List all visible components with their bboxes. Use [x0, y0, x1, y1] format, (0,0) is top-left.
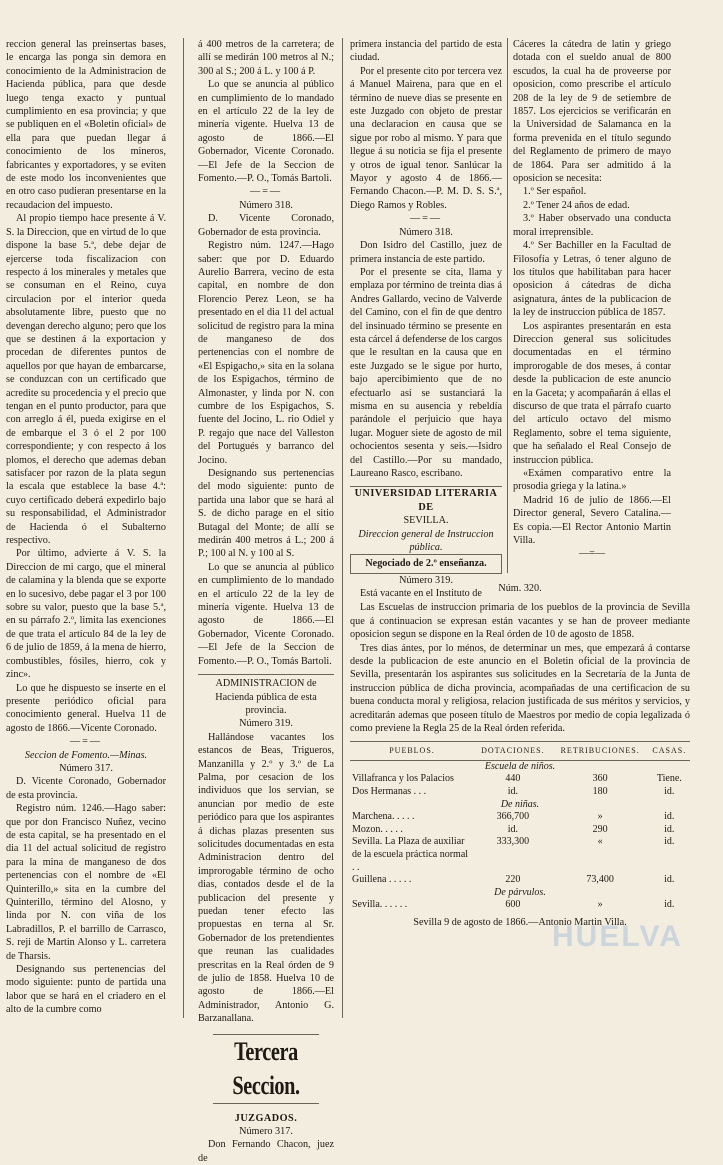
notice-number: Núm. 320.: [498, 583, 542, 594]
text-block: Al propio tiempo hace presente á V. S. la Direccion, que en virtud de lo que dispone la base 5.ª, debe dejar de ejercerse toda fiscalizacion con respecto á los minerales y metales que se consuman en el Reino, cuya circulacion por el interior queda absolutamente libre, puesto que no devengan derecho alguno; pero que los que se destinen á la exportacion y procedan de diferentes puntos de aquellos por que hayan de embarcarse, se conduzcan con un certificado que acredite su procedencia y el precio que tengan en el punto productor, para que con arreglo á él, pueda exigirse en el de embarque el 3 ó el 2 por 100 correspondiente; y con respecto á los plomos, el derecho que ademas deban satisfacer por razon de la plata segun la escala que establece la base 4.ª: cuyo certificado deberá expedirlo bajo su responsabilidad, el Administrador de Hacienda ó el Subalterno respectivo.: [6, 213, 166, 547]
table-header: CASAS.: [649, 742, 690, 760]
table-row: Marchena. . . . . 366,700 » id.: [352, 811, 675, 823]
text-block: Hallándose vacantes los estancos de Beas, Trigueros, Manzanilla y 2.º y 3.º de La Palma, por cesacion de los individuos que los servian, se anuncian por medio de este periódico para que los aspirantes á dichas plazas presenten sus solicitudes documentadas en esta Administracion dentro del improrogable término de ocho dias, contados desde el de la publicacion del presente y puedan tener efecto las propuestas en terna al Sr. Gobernador de los pretendientes que reunan las cualidades prescritas en la Real órden de 9 de julio de 1858. Huelva 10 de agosto de 1866.—El Administrador, Antonio G. Barzanallana.: [198, 731, 334, 1025]
notice-number: Número 319.: [239, 718, 293, 730]
section-heading: Negociado de 2.º enseñanza.: [350, 554, 502, 573]
official-line: D. Vicente Coronado, Gobernador de esta provincia.: [198, 213, 334, 238]
text-block: Designando sus pertenencias del modo siguiente: punto de partida una labor que se hará al S. de dicho parage en el sitio Butagal del Monte; de allí se medirán 400 metros á L.; 200 á P.; 100 al N. y 100 al S.: [198, 468, 334, 560]
table-row: Villafranca y los Palacios 440 360 Tiene.: [352, 773, 682, 785]
notice-number: Número 318.: [399, 226, 453, 238]
text-block: Designando sus pertenencias del modo siguiente: punto de partida una labor que se hará en el criadero en el alto de la cumbre como: [6, 964, 166, 1016]
text-block: Registro núm. 1246.—Hago saber: que por don Francisco Nuñez, vecino de esta capital, se ha presentado en el dia 11 del actual solicitud de registro para la mina de manganeso de dos pertenencias con el nombre de «El Quinterillo,» sita en la cumbre del Quinterillo, término del Alosno, y linda por N. con viña de los Labradillos, P. el barrillo de Carrasco, S. reji de Martin Alonso y L. carretera de Tharsis.: [6, 803, 166, 962]
text-block: Lo que he dispuesto se inserte en el presente periódico oficial para conocimiento general. Huelva 11 de agosto de 1866.—Vicente Coronado.: [6, 682, 166, 734]
separator: —=—: [578, 548, 606, 560]
text-block: Está vacante en el Instituto de: [360, 588, 482, 600]
list-item: 2.º Tener 24 años de edad.: [523, 199, 630, 211]
column-3: primera instancia del partido de esta ciudad. Por el presente cito por tercera vez á Manuel Mairena, para que en el término de nueve dias se presente en este Juzgado con objeto de prestar una declaracion en causa que se sigue por robo al mismo. Y para que llegue á su noticia se fija el presente y otros de igual tenor. Sanlúcar la Mayor y agosto 4 de 1866.—Fernando Chacon.—P. M. D. S. S.ª, Diego Ramos y Robles. —=— Número 318. Don Isidro del Castillo, juez de primera instancia de este partido. Por el presente se cita, llama y emplaza por término de treinta dias á Andres Gallardo, vecino de Valverde del Camino, con el fin de que dentro del insinuado término se presente en esta cárcel á defenderse de los cargos que le resultan en la causa que en este Juzgado se le sigue por hurto, bajo apercibimiento que de no efectuarlo así se sustanciará la misma en su ausencia y rebeldía parándole el perjuicio que haya lugar. Moguer siete de agosto de mil ochocientos sesenta y seis.—Isidro del Castillo.—Por su mandado, Laureano Rasco, escribano. UNIVERSIDAD LITERARIA DE SEVILLA. Direccion general de Instruccion pública. Negociado de 2.º enseñanza. Número 319. Está vacante en el Instituto de: [350, 39, 502, 600]
text-block: Registro núm. 1247.—Hago saber: que por D. Eduardo Aurelio Barrera, vecino de esta capital, en nombre de don Florencio Perez Leon, se ha presentado en el dia 11 del actual solicitud de registro para la mina de manganeso de dos pertenencias con el nombre de «El Espigacho,» sita en la solana de los Espigachos, término de Almonaster, y linda por N. con cumbre de los Espigachos, S. fuente del Jocino, L. rio Odiel y P. regajo que nace del Valleston del Portugués y barranco del Jocino.: [198, 240, 334, 466]
table-row: Mozon. . . . . id. 290 id.: [352, 823, 675, 835]
text-block: Por el presente se cita, llama y emplaza por término de treinta dias á Andres Gallardo, vecino de Valverde del Camino, con el fin de que dentro del insinuado término se presente en esta cárcel á defenderse de los cargos que le resultan en la causa que en este Juzgado se le sigue por hurto, bajo apercibimiento que de no efectuarlo así se sustanciará la misma en su ausencia y rebeldía parándole el perjuicio que haya lugar. Moguer siete de agosto de mil ochocientos sesenta y seis.—Isidro del Castillo.—Por su mandado, Laureano Rasco, escribano.: [350, 266, 502, 479]
table-row: Sevilla. . . . . . 600 » id.: [352, 899, 675, 911]
list-item: 3.º Haber observado una conducta moral irreprensible.: [513, 213, 671, 238]
text-block: Tres dias ántes, por lo ménos, de determinar un mes, que empezará á contarse desde la publicacion de este anuncio en el Boletin oficial de la provincia de Sevilla, presentarán los aspirantes sus solicitudes en la Secretaría de la Junta de instruccion pública de dicha provincia, acompañadas de una certificacion de su buena conducta moral y religiosa, relacion justificada de sus méritos y servicios, y acreditarán ademas que poseen título de Maestros por medio de copia legalizada ó como previene la Regla 25 de la Real órden referida.: [350, 642, 690, 735]
text-block: Cáceres la cátedra de latin y griego dotada con el sueldo anual de 800 escudos, la cual ha de proveerse por oposicion, como prescribe el artículo 208 de la ley de 9 de setiembre de 1857. Los ejercicios se verificarán en la Universidad de Salamanca en la forma prevenida en el título segundo del Reglamento de primero de mayo de 1864. Para ser admitido á la oposicion se necesita:: [513, 39, 671, 185]
text-block: Por el presente cito por tercera vez á Manuel Mairena, para que en el término de nueve dias se presente en este Juzgado con objeto de prestar una declaracion en causa que se sigue por robo al mismo. Y para que llegue á su noticia se fija el presente y otros de igual tenor. Sanlúcar la Mayor y agosto 4 de 1866.—Fernando Chacon.—P. M. D. S. S.ª, Diego Ramos y Robles.: [350, 65, 502, 211]
table-row: Guillena . . . . . 220 73,400 id.: [352, 874, 675, 886]
notice-320: [350, 582, 690, 929]
section-heading: JUZGADOS.: [234, 1112, 298, 1124]
text-block: Madrid 16 de julio de 1866.—El Director general, Severo Catalina.—Es copia.—El Rector Antonio Martin Villa.: [513, 494, 671, 547]
notice-number: Número 317.: [59, 762, 113, 774]
notice-number: Número 319.: [399, 574, 453, 586]
watermark: HUELVA: [552, 920, 683, 953]
list-item: 1.º Ser español.: [523, 186, 587, 198]
column-4: [513, 38, 671, 578]
section-heading: SEVILLA.: [403, 515, 449, 527]
section-heading: Direccion general de Instruccion pública.: [358, 528, 494, 554]
schools-table: [350, 741, 690, 912]
column-2: á 400 metros de la carretera; de allí se medirán 100 metros al N.; 300 al S.; 200 á L. y 100 á P. Lo que se anuncia al público en cumplimiento de lo mandado en el artículo 22 de la ley de minería vigente. Huelva 13 de agosto de 1866.—El Gobernador, Vicente Coronado.—El Jefe de la Seccion de Fomento.—P. O., Tomás Bartoli. —=— Número 318. D. Vicente Coronado, Gobernador de esta provincia. Registro núm. 1247.—Hago saber: que por D. Eduardo Aurelio Barrera, vecino de esta capital, en nombre de don Florencio Perez Leon, se ha presentado en el dia 11 del actual solicitud de registro para la mina de manganeso de dos pertenencias con el nombre de «El Espigacho,» sita en la solana de los Espigachos, término de Almonaster, y linda por N. con cumbre de los Espigachos, S. fuente del Jocino, L. rio Odiel y P. regajo que nace del Valleston del Portugués y barranco del Jocino. Designando sus pertenencias del modo siguiente: punto de partida una labor que se hará al S. de dicho parage en el sitio Butagal del Monte; de allí se medirán 400 metros á L.; 200 á P.; 100 al N. y 100 al S. Lo que se anuncia al público en cumplimiento de lo mandado en el artículo 22 de la ley de minería vigente. Huelva 13 de agosto de 1866.—El Gobernador, Vicente Coronado.—El Jefe de la Seccion de Fomento.—P. O., Tomás Bartoli. ADMINISTRACION de Hacienda pública de esta provincia. Número 319. Hallándose vacantes los estancos de Beas, Trigueros, Manzanilla y 2.º y 3.º de La Palma, por cesacion de los individuos que los servian, se anuncian por medio de este periódico para que los aspirantes á dichas plazas presenten sus solicitudes documentadas en esta Administracion dentro del improrogable término de ocho dias, contados desde el de la publicacion del presente y puedan tener efecto las propuestas en terna al Sr. Gobernador de los pretendientes que reunan las cualidades prescritas en la Real órden de 9 de julio de 1858. Huelva 10 de agosto de 1866.—El Administrador, Antonio G. Barzanallana. Tercera Seccion. JUZGADOS. Número 317. Don Fernando Chacon, juez de: [198, 39, 334, 1164]
notice-number: Número 317.: [239, 1126, 293, 1138]
official-line: D. Vicente Coronado, Gobernador de esta provincia.: [6, 776, 166, 801]
table-header: DOTACIONES.: [474, 742, 552, 760]
text-block: Por último, advierte á V. S. la Direccion de mi cargo, que el mineral de calamina y la blenda que se exporte en lo sucesivo, debe pagar el 3 por 100 sobre su valor, puesto que la base 5.ª, en su párrafo 2.º, limita las exenciones de que trata el artículo 84 de la ley de 6 de julio de 1859, á la mena de hierro, combustibles, fósiles, hierro, cok y zinc».: [6, 548, 166, 681]
text-block: primera instancia del partido de esta ciudad.: [350, 39, 502, 64]
table-row: Dos Hermanas . . . id. 180 id.: [352, 786, 675, 798]
column-1: reccion general las preinsertas bases, le encarga las ponga sin demora en conocimiento de la Administracion de Hacienda pública, para que desde luego tenga exacto y puntual cumplimiento en esa provincia; y que se publiquen en el «Boletin oficial» de ella para que puedan llegar á conocimiento de los mineros, fabricantes y exportadores, y se eviten de este modo los inconvenientes que en otro caso pudieran presentarse en la recaudacion del impuesto. Al propio tiempo hace presente á V. S. la Direccion, que en virtud de lo que dispone la base 5.ª, debe dejar de ejercerse toda fiscalizacion con respecto á los minerales y metales que se consuman en el Reino, cuya circulacion por el interior queda absolutamente libre, puesto que no devengan derecho alguno; pero que los que se destinen á la exportacion y procedan de diferentes puntos de aquellos por que hayan de embarcarse, se conduzcan con un certificado que acredite su procedencia y el precio que tengan en el punto productor, para que con arreglo á él, pueda exigirse en el de embarque el 3 ó el 2 por 100 correspondiente; y con respecto á los plomos, el derecho que ademas deban satisfacer por razon de la plata segun la escala que establece la base 4.ª: cuyo certificado deberá expedirlo bajo su responsabilidad, el Administrador de Hacienda ó el Subalterno respectivo. Por último, advierte á V. S. la Direccion de mi cargo, que el mineral de calamina y la blenda que se exporte en lo sucesivo, debe pagar el 3 por 100 sobre su valor, puesto que la base 5.ª, en su párrafo 2.º, limita las exenciones de que trata el artículo 84 de la ley de 6 de julio de 1859, á la mena de hierro, combustibles, fósiles, hierro, cok y zinc». Lo que he dispuesto se inserte en el presente periódico oficial para conocimiento general. Huelva 11 de agosto de 1866.—Vicente Coronado. —=— Seccion de Fomento.—Minas. Número 317. D. Vicente Coronado, Gobernador de esta provincia. Registro núm. 1246.—Hago saber: que por don Francisco Nuñez, vecino de esta capital, se ha presentado en el dia 11 del actual solicitud de registro para la mina de manganeso de dos pertenencias con el nombre de «El Quinterillo,» sita en la cumbre del Quinterillo, término del Alosno, y linda por N. con viña de los Labradillos, P. el barrillo de Carrasco, S. reji de Martin Alonso y L. carretera de Tharsis. Designando sus pertenencias del modo siguiente: punto de partida una labor que se hará en el criadero en el alto de la cumbre como: [6, 39, 166, 1016]
table-group: Escuela de niños.: [484, 760, 556, 772]
notice-number: Número 318.: [239, 199, 293, 211]
text-block: Lo que se anuncia al público en cumplimiento de lo mandado en el artículo 22 de la ley de minería vigente. Huelva 13 de agosto de 1866.—El Gobernador, Vicente Coronado.—El Jefe de la Seccion de Fomento.—P. O., Tomás Bartoli.: [198, 79, 334, 185]
table-group: De niñas.: [500, 798, 540, 810]
table-row: Sevilla. La Plaza de auxiliar de la escuela práctica normal . . 333,300 « id.: [352, 836, 675, 873]
text-block: Las Escuelas de instruccion primaria de los pueblos de la provincia de Sevilla que á continuacion se expresan están vacantes y se han de proveer mediante oposicion segun se dispone en la Real órden de 10 de agosto de 1858.: [350, 602, 690, 641]
section-heading: ADMINISTRACION de Hacienda pública de esta provincia.: [198, 674, 334, 717]
signature-line: Sevilla 9 de agosto de 1866.—Antonio Martin Villa.: [413, 917, 627, 928]
list-item: 4.º Ser Bachiller en la Facultad de Filosofía y Letras, ó tener alguno de los títulos que habilitaban para hacer oposicion á cátedras de dicha asignatura, ántes de la publicacion de la ley de instruccion pública de 1857.: [513, 240, 671, 319]
section-heading: UNIVERSIDAD LITERARIA DE: [350, 486, 502, 514]
text-block: reccion general las preinsertas bases, le encarga las ponga sin demora en conocimiento de la Administracion de Hacienda pública, para que desde luego tenga exacto y puntual cumplimiento en esa provincia; y que se publiquen en el «Boletin oficial» de ella para que puedan llegar á conocimiento de los mineros, fabricantes y exportadores, y se eviten de este modo los inconvenientes que en otro caso pudieran presentarse en la recaudacion del impuesto.: [6, 39, 166, 211]
text-block: «Exámen comparativo entre la prosodia griega y la latina.»: [513, 468, 671, 493]
official-line: Don Isidro del Castillo, juez de primera instancia de este partido.: [350, 240, 502, 265]
text-block: Don Fernando Chacon, juez de: [198, 1139, 334, 1164]
table-header: RETRIBUCIONES.: [552, 742, 649, 760]
text-block: Lo que se anuncia al público en cumplimiento de lo mandado en el artículo 22 de la ley de minería vigente. Huelva 13 de agosto de 1866.—El Gobernador, Vicente Coronado.—El Jefe de la Seccion de Fomento.—P. O., Tomás Bartoli.: [198, 561, 334, 667]
table-header: PUEBLOS.: [350, 742, 474, 760]
section-heading: Seccion de Fomento.—Minas.: [24, 749, 148, 761]
text-block: Los aspirantes presentarán en esta Direccion general sus solicitudes documentadas en el término improrogable de dos meses, á contar desde la publicacion de este anuncio en la Gaceta; y acompañarán á ellas el discurso de que trata el párrafo cuarto del artículo octavo del mismo Reglamento, sobre el tema siguiente, que ha señalado el Real Consejo de instruccion pública.: [513, 320, 671, 466]
text-block: á 400 metros de la carretera; de allí se medirán 100 metros al N.; 300 al S.; 200 á L. y 100 á P.: [198, 39, 334, 77]
section-title: Tercera Seccion.: [213, 1034, 319, 1104]
table-group: De párvulos.: [494, 886, 546, 898]
